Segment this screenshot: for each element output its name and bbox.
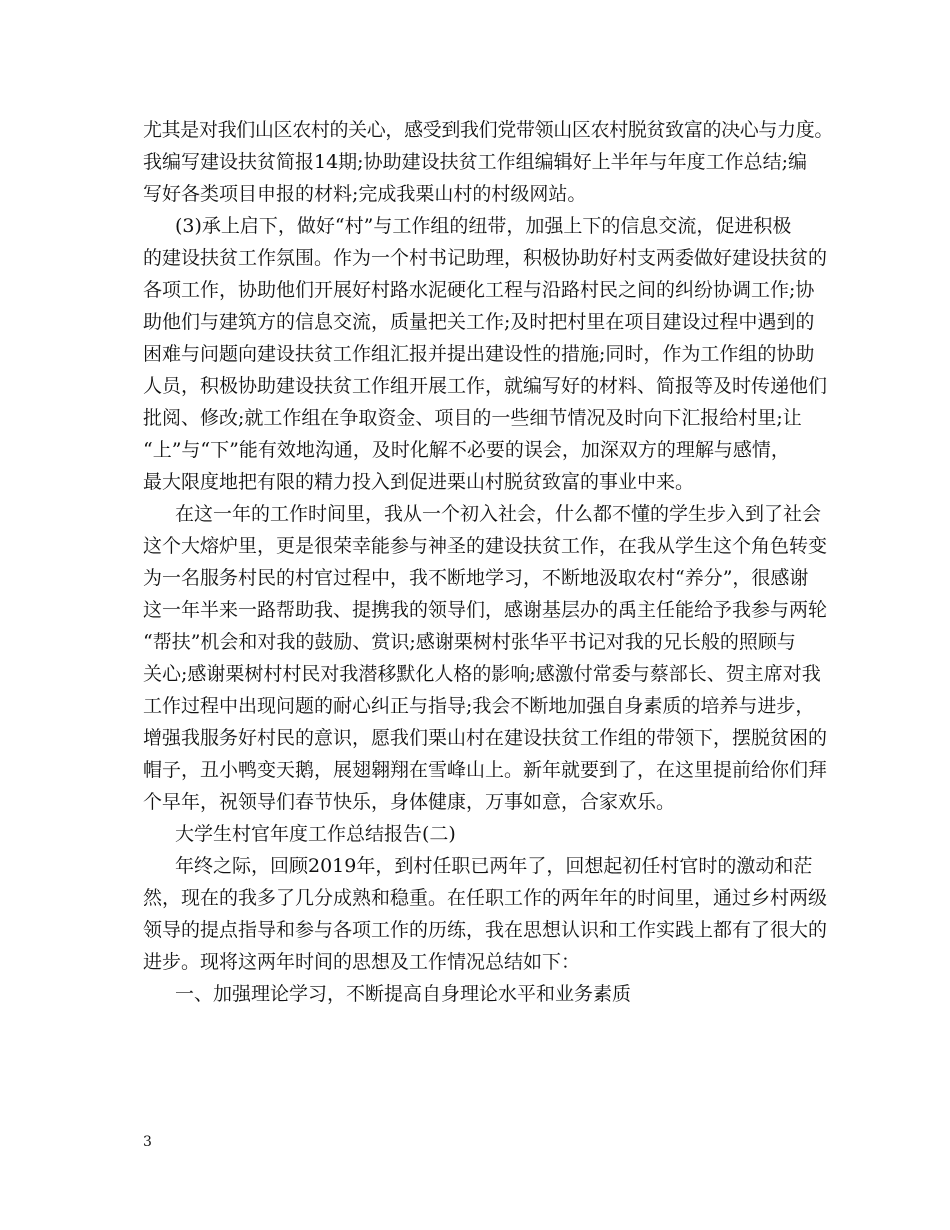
- text-line: “帮扶”机会和对我的鼓励、赏识;感谢栗树村张华平书记对我的兄长般的照顾与: [143, 631, 796, 653]
- text-line: 我编写建设扶贫简报14期;协助建设扶贫工作组编辑好上半年与年度工作总结;编: [143, 151, 807, 173]
- text-line: 尤其是对我们山区农村的关心，感受到我们党带领山区农村脱贫致富的决心与力度。: [143, 119, 834, 141]
- text-line: 然，现在的我多了几分成熟和稳重。在任职工作的两年年的时间里，通过乡村两级: [143, 887, 828, 909]
- page-number: 3: [143, 1134, 152, 1150]
- text-line: 助他们与建筑方的信息交流，质量把关工作;及时把村里在项目建设过程中遇到的: [143, 311, 815, 333]
- text-line: 一、加强理论学习，不断提高自身理论水平和业务素质: [175, 983, 632, 1005]
- text-line: 增强我服务好村民的意识，愿我们栗山村在建设扶贫工作组的带领下，摆脱贫困的: [143, 727, 828, 749]
- text-line: 个早年，祝领导们春节快乐，身体健康，万事如意，合家欢乐。: [143, 791, 676, 813]
- text-line: 写好各类项目申报的材料;完成我栗山村的村级网站。: [143, 183, 587, 205]
- text-line: 为一名服务村民的村官过程中，我不断地学习，不断地汲取农村“养分”，很感谢: [143, 567, 809, 589]
- body-text: [143, 114, 833, 1010]
- text-line: 最大限度地把有限的精力投入到促进栗山村脱贫致富的事业中来。: [143, 471, 695, 493]
- text-line: 工作过程中出现问题的耐心纠正与指导;我会不断地加强自身素质的培养与进步，: [143, 695, 815, 717]
- text-line: 各项工作，协助他们开展好村路水泥硬化工程与沿路村民之间的纠纷协调工作;协: [143, 279, 815, 301]
- text-line: 关心;感谢栗树村村民对我潜移默化人格的影响;感激付常委与蔡部长、贺主席对我: [143, 663, 821, 685]
- text-line: 在这一年的工作时间里，我从一个初入社会，什么都不懂的学生步入到了社会: [175, 503, 822, 525]
- text-line: 领导的提点指导和参与各项工作的历练，我在思想认识和工作实践上都有了很大的: [143, 919, 828, 941]
- text-line: (3)承上启下，做好“村”与工作组的纽带，加强上下的信息交流，促进积极: [175, 215, 792, 237]
- text-line: 批阅、修改;就工作组在争取资金、项目的一些细节情况及时向下汇报给村里;让: [143, 407, 802, 429]
- text-line: 年终之际，回顾2019年，到村任职已两年了，回想起初任村官时的激动和茫: [175, 855, 813, 877]
- text-line: “上”与“下”能有效地沟通，及时化解不必要的误会，加深双方的理解与感情，: [143, 439, 790, 461]
- text-line: 帽子，丑小鸭变天鹅，展翅翱翔在雪峰山上。新年就要到了，在这里提前给你们拜: [143, 759, 828, 781]
- text-line: 这一年半来一路帮助我、提携我的领导们，感谢基层办的禹主任能给予我参与两轮: [143, 599, 828, 621]
- text-line: 大学生村官年度工作总结报告(二): [175, 823, 456, 845]
- text-line: 困难与问题向建设扶贫工作组汇报并提出建设性的措施;同时，作为工作组的协助: [143, 343, 815, 365]
- text-line: 进步。现将这两年时间的思想及工作情况总结如下：: [143, 951, 581, 973]
- text-line: 人员，积极协助建设扶贫工作组开展工作，就编写好的材料、简报等及时传递他们: [143, 375, 828, 397]
- text-line: 这个大熔炉里，更是很荣幸能参与神圣的建设扶贫工作，在我从学生这个角色转变: [143, 535, 828, 557]
- text-line: 的建设扶贫工作氛围。作为一个村书记助理，积极协助好村支两委做好建设扶贫的: [143, 247, 828, 269]
